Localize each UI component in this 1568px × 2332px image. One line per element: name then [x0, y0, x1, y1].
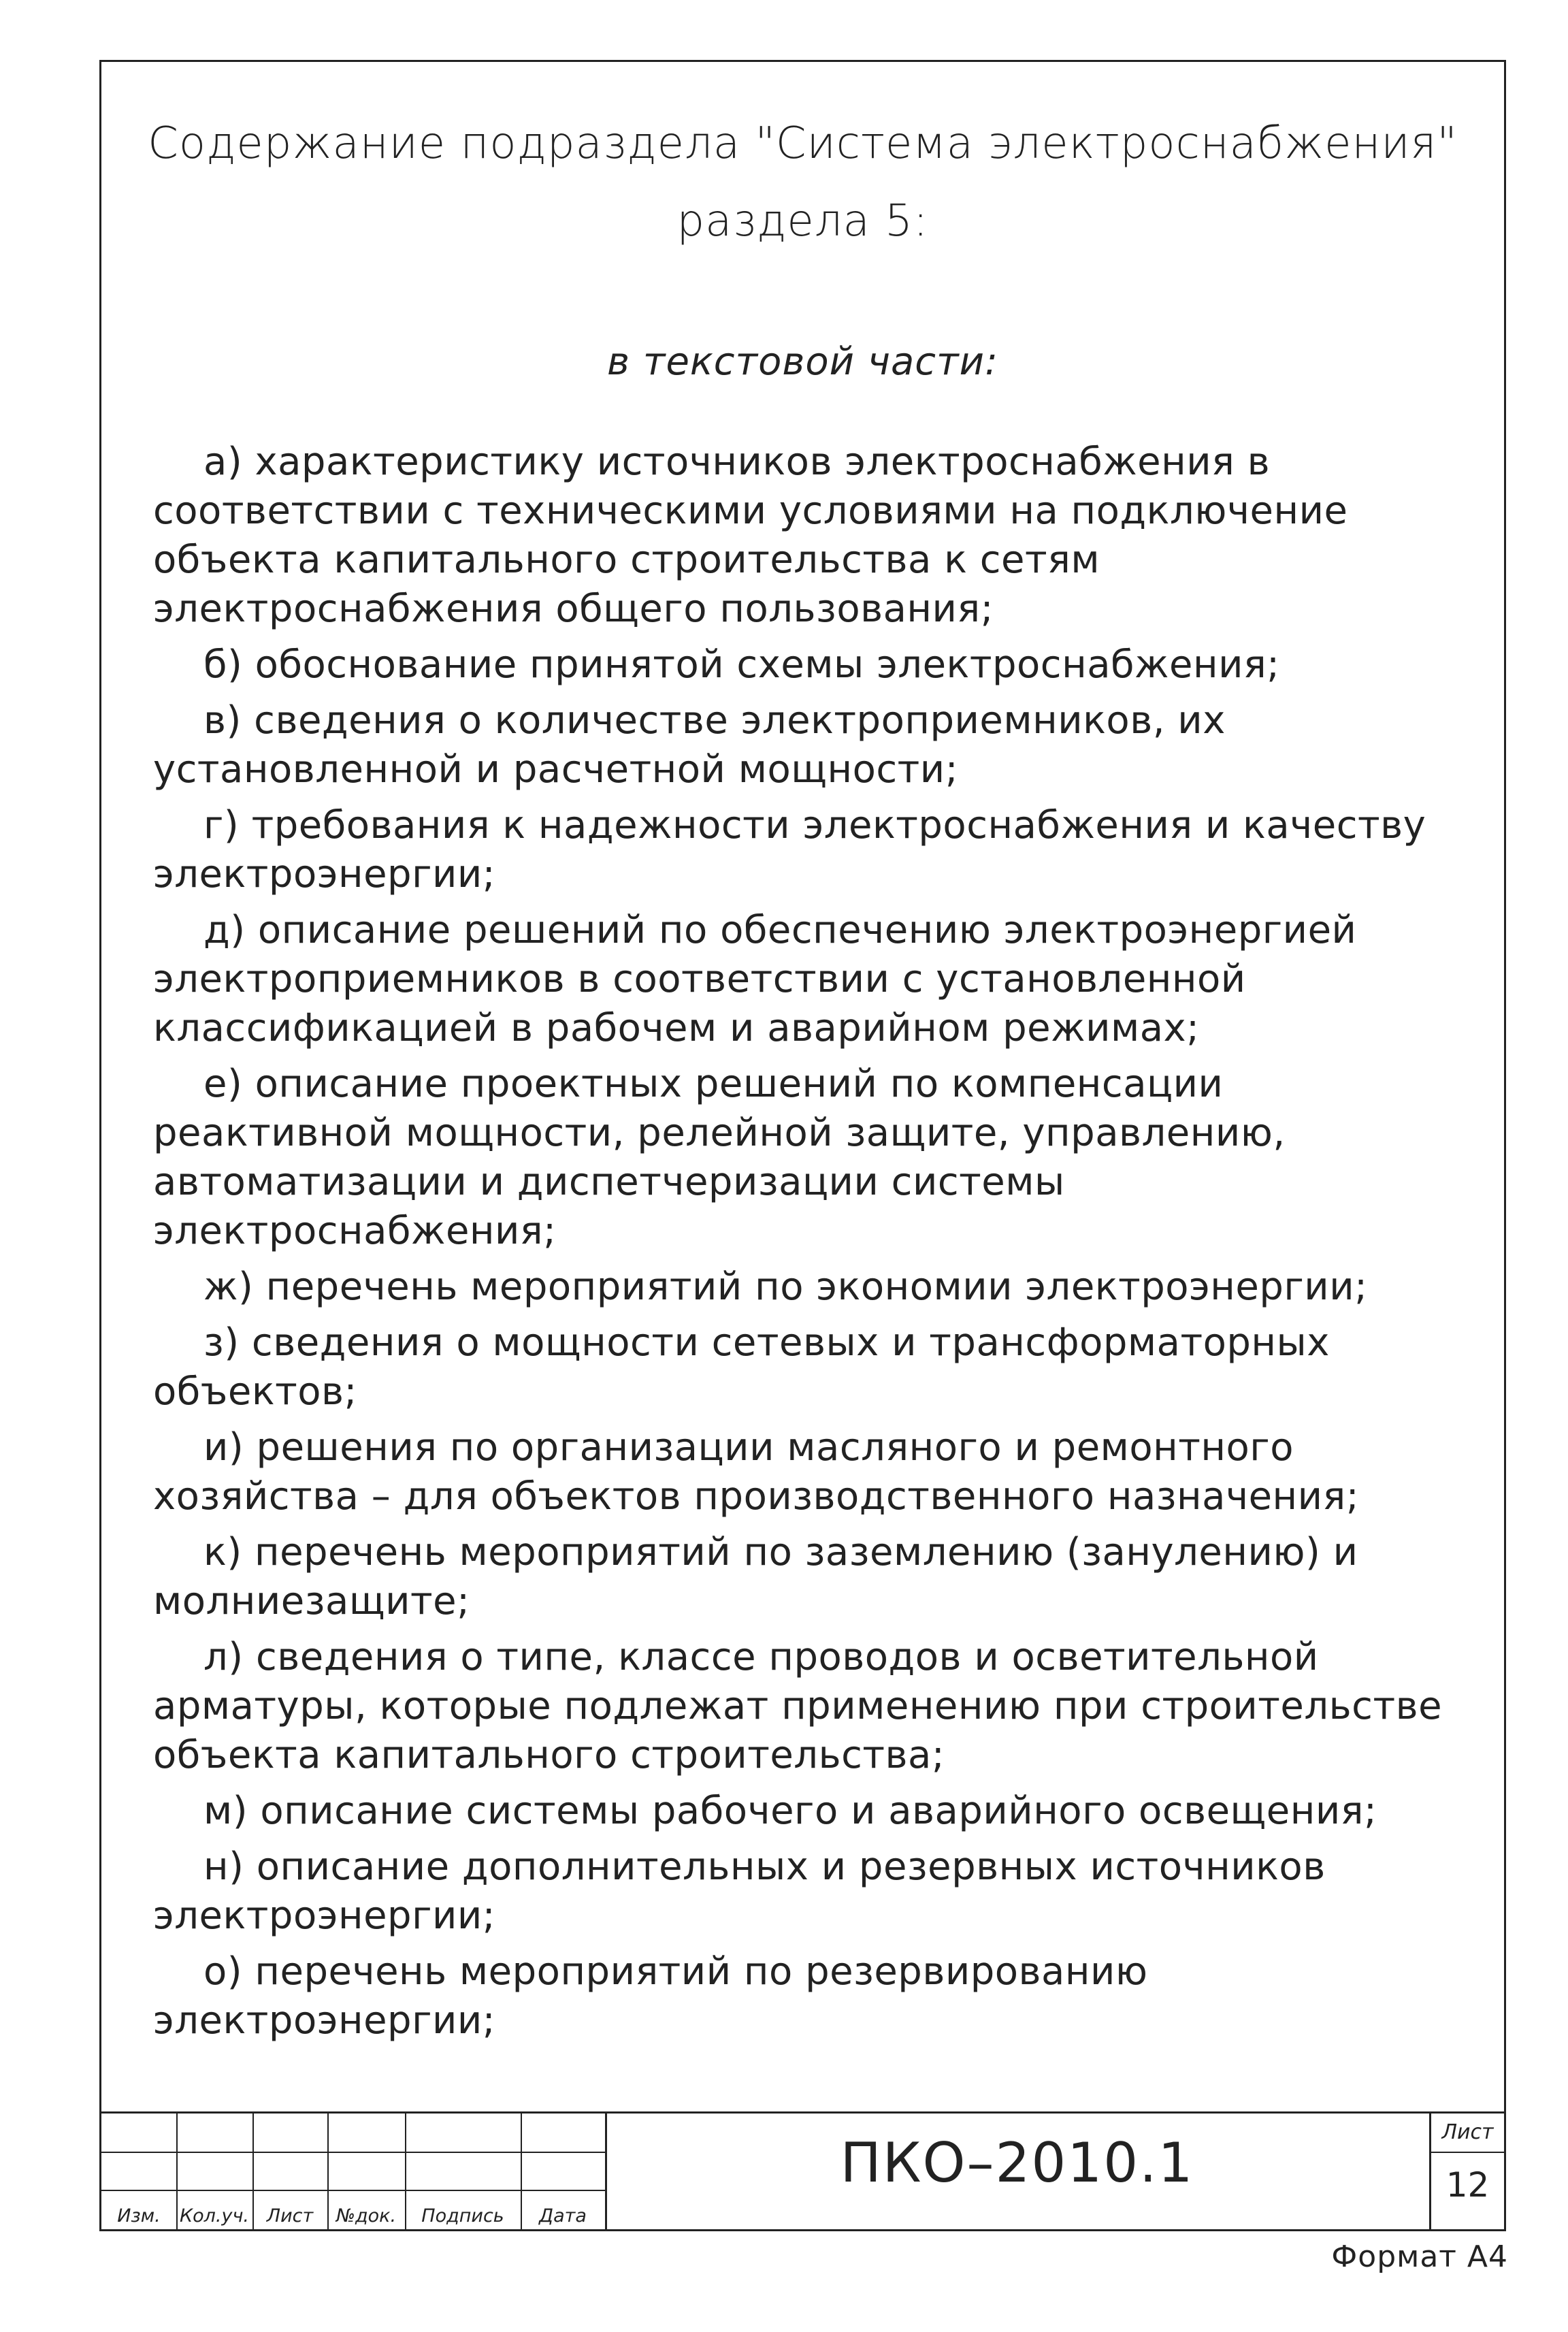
list-item: а) характеристику источников электроснабжения в соответствии с техническими условиями на подключение объекта капитального строительства к сетям электроснабжения общего пользования; [153, 440, 1348, 631]
list-item: е) описание проектных решений по компенсации реактивной мощности, релейной защите, управлению, автоматизации и диспетчеризации системы электроснабжения; [153, 1062, 1286, 1253]
list-item: л) сведения о типе, классе проводов и осветительной арматуры, которые подлежат применению при строительстве объекта капитального строительства; [153, 1635, 1443, 1777]
content-list [153, 438, 1467, 2052]
list-item: б) обоснование принятой схемы электроснабжения; [203, 643, 1280, 687]
document-code: ПКО–2010.1 [840, 2131, 1194, 2195]
list-item: н) описание дополнительных и резервных источников электроэнергии; [153, 1845, 1326, 1938]
list-item: к) перечень мероприятий по заземлению (занулению) и молниезащите; [153, 1530, 1358, 1623]
column-label-sheet: Лист [266, 2205, 314, 2226]
list-item: г) требования к надежности электроснабжения и качеству электроэнергии; [153, 803, 1426, 896]
format-label: Формат А4 [1331, 2239, 1508, 2274]
list-item: з) сведения о мощности сетевых и трансформаторных объектов; [153, 1321, 1330, 1414]
sheet-label: Лист [1441, 2120, 1494, 2144]
title-line-2: раздела 5: [676, 196, 929, 246]
list-item: д) описание решений по обеспечению электроэнергией электроприемников в соответствии с установленной классификацией в рабочем и аварийном режимах; [153, 908, 1357, 1050]
title-line-1: Содержание подраздела "Система электроснабжения" [148, 118, 1458, 169]
list-item: в) сведения о количестве электроприемников, их установленной и расчетной мощности; [153, 698, 1226, 792]
divider [1431, 2152, 1504, 2153]
column-label-date: Дата [539, 2205, 587, 2226]
sheet-frame [99, 60, 1506, 2231]
column-label-count: Кол.уч. [179, 2205, 250, 2226]
list-item: ж) перечень мероприятий по экономии электроэнергии; [203, 1265, 1368, 1309]
column-label-change: Изм. [117, 2205, 161, 2226]
sheet-number-box [1429, 2114, 1504, 2229]
column-label-doc-number: №док. [336, 2205, 397, 2226]
list-item: и) решения по организации масляного и ремонтного хозяйства – для объектов производственного назначения; [153, 1425, 1360, 1519]
column-label-signature: Подпись [421, 2205, 504, 2226]
list-item: о) перечень мероприятий по резервированию электроэнергии; [153, 1949, 1148, 2043]
list-item: м) описание системы рабочего и аварийного освещения; [203, 1789, 1377, 1833]
sheet-number: 12 [1446, 2165, 1490, 2205]
title-block-stamp [101, 2111, 1504, 2229]
revision-grid [101, 2114, 605, 2229]
subtitle: в текстовой части: [607, 340, 998, 384]
